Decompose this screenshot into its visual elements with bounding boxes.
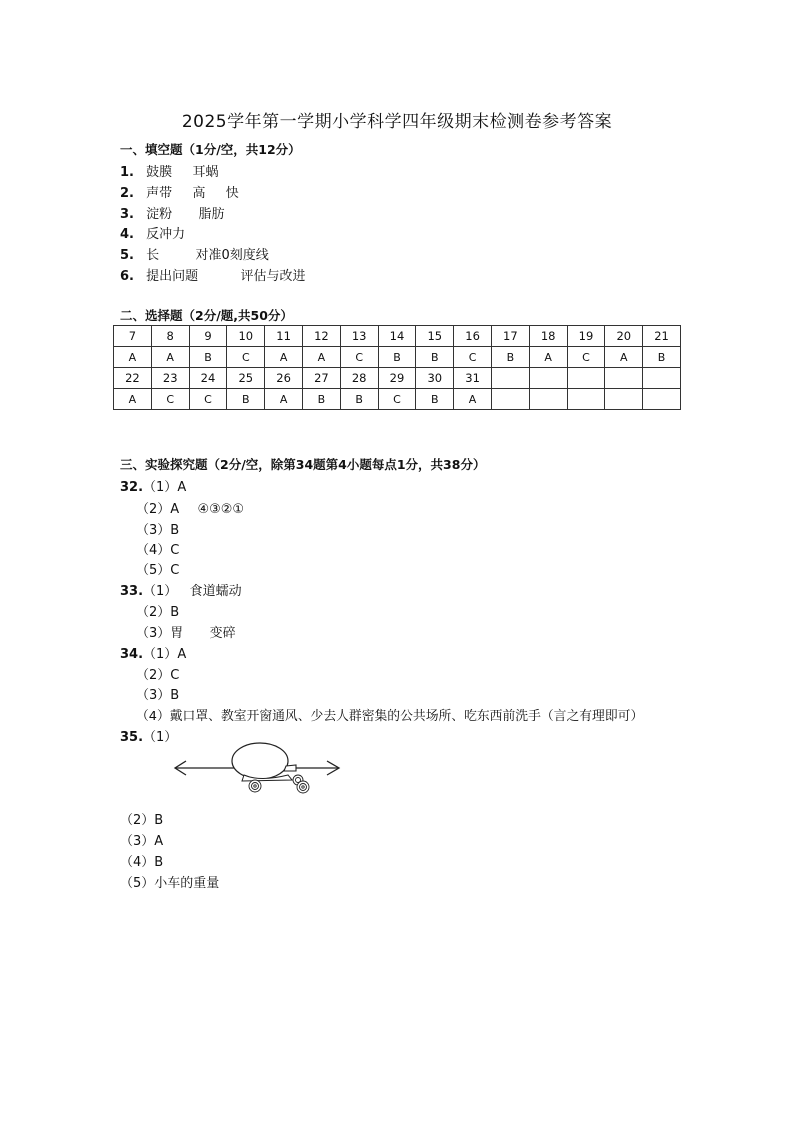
question-number-cell: 15	[416, 326, 454, 347]
part-label: （1）	[143, 480, 178, 495]
answer-cell: C	[340, 347, 378, 368]
answer-cell: A	[529, 347, 567, 368]
answer-cell: A	[302, 347, 340, 368]
answer-cell: A	[265, 389, 303, 410]
answer: A	[177, 480, 187, 495]
section3-heading: 三、实验探究题（2分/空，除第34题第4小题每点1分，共38分）	[120, 457, 486, 472]
answer: 鼓膜	[146, 165, 173, 180]
question-number-cell: 26	[265, 368, 303, 389]
answer: 提出问题	[146, 269, 199, 284]
answer-cell: B	[491, 347, 529, 368]
answer: B	[154, 813, 164, 828]
section1-heading: 一、填空题（1分/空，共12分）	[120, 142, 301, 157]
answer-cell: A	[605, 347, 643, 368]
item-number: 5.	[120, 248, 134, 263]
part-label: （5）	[136, 563, 171, 578]
answer-cell: A	[265, 347, 303, 368]
answer: 变碎	[209, 626, 236, 641]
answer-cell: C	[454, 347, 492, 368]
answer: B	[170, 605, 180, 620]
answer-cell: A	[454, 389, 492, 410]
question-number-cell: 21	[643, 326, 681, 347]
q32-part5	[136, 559, 179, 578]
answer-cell: A	[151, 347, 189, 368]
answer: 耳蜗	[192, 165, 219, 180]
answer: 对准0刻度线	[195, 248, 269, 263]
question-number-cell: 27	[302, 368, 340, 389]
fill-item-4	[120, 223, 185, 242]
item-number: 4.	[120, 227, 134, 242]
answer: 淀粉	[146, 207, 173, 222]
choice-answer-table	[113, 325, 681, 410]
item-number: 1.	[120, 165, 134, 180]
fill-item-5	[120, 244, 269, 263]
answer-cell: B	[416, 347, 454, 368]
item-number: 3.	[120, 207, 134, 222]
answer: A	[177, 647, 187, 662]
answer-cell: C	[151, 389, 189, 410]
question-number-cell	[643, 368, 681, 389]
q35-part1	[120, 726, 177, 745]
q35-part2	[120, 809, 163, 828]
balloon	[232, 743, 288, 779]
question-number-cell: 29	[378, 368, 416, 389]
answer: 快	[225, 186, 239, 201]
answer: 声带	[146, 186, 173, 201]
q34-part4	[136, 705, 643, 724]
answer: 脂肪	[198, 207, 225, 222]
answer-cell	[567, 389, 605, 410]
answer-cell	[491, 389, 529, 410]
answer: C	[170, 668, 180, 683]
answer-cell: B	[189, 347, 227, 368]
answer-cell: B	[340, 389, 378, 410]
answer: A	[170, 502, 180, 517]
question-number-cell: 14	[378, 326, 416, 347]
question-number-cell	[529, 368, 567, 389]
question-number: 35.	[120, 730, 144, 745]
q34-part2	[136, 664, 179, 683]
q34-part3	[136, 684, 179, 703]
fill-item-3	[120, 203, 224, 222]
answer-cell	[643, 389, 681, 410]
answer-cell: B	[227, 389, 265, 410]
part-label: （5）	[120, 876, 155, 891]
q34-part1	[120, 643, 186, 662]
q32-part3	[136, 519, 179, 538]
question-number: 34.	[120, 647, 144, 662]
part-label: （3）	[136, 626, 171, 641]
question-number-row	[114, 368, 681, 389]
answer: B	[154, 855, 164, 870]
answer: 高	[192, 186, 206, 201]
balloon-car-diagram	[170, 738, 350, 800]
answer-cell: A	[114, 347, 152, 368]
part-label: （2）	[136, 502, 171, 517]
fill-item-2	[120, 182, 239, 201]
answer: A	[154, 834, 164, 849]
question-number-cell: 16	[454, 326, 492, 347]
answer: 评估与改进	[240, 269, 306, 284]
question-number-cell: 20	[605, 326, 643, 347]
answer-row	[114, 389, 681, 410]
item-number: 6.	[120, 269, 134, 284]
part-label: （1）	[143, 584, 178, 599]
answer-order: ④③②①	[197, 502, 245, 517]
q35-part5	[120, 872, 219, 891]
question-number-cell: 8	[151, 326, 189, 347]
q33-part3	[136, 622, 236, 641]
fill-item-1	[120, 161, 218, 180]
question-number-cell	[567, 368, 605, 389]
part-label: （2）	[120, 813, 155, 828]
part-label: （4）	[136, 543, 171, 558]
answer-cell	[529, 389, 567, 410]
question-number-cell: 19	[567, 326, 605, 347]
question-number-cell: 23	[151, 368, 189, 389]
q32-part2	[136, 498, 244, 517]
answer: 胃	[170, 626, 184, 641]
answer: 小车的重量	[154, 876, 220, 891]
question-number-cell: 13	[340, 326, 378, 347]
answer: B	[170, 523, 180, 538]
balloon-nozzle	[284, 765, 296, 771]
answer-cell: C	[567, 347, 605, 368]
question-number: 33.	[120, 584, 144, 599]
question-number-cell	[491, 368, 529, 389]
question-number-cell: 9	[189, 326, 227, 347]
answer-row	[114, 347, 681, 368]
answer: C	[170, 563, 180, 578]
answer: 戴口罩、教室开窗通风、少去人群密集的公共场所、吃东西前洗手（言之有理即可）	[169, 709, 644, 724]
question-number-cell: 31	[454, 368, 492, 389]
question-number-cell: 28	[340, 368, 378, 389]
section2-heading: 二、选择题（2分/题,共50分）	[120, 308, 293, 323]
part-label: （1）	[143, 647, 178, 662]
part-label: （4）	[120, 855, 155, 870]
answer-cell: B	[643, 347, 681, 368]
question-number-cell: 10	[227, 326, 265, 347]
answer-cell: C	[378, 389, 416, 410]
answer-cell: A	[114, 389, 152, 410]
question-number-row	[114, 326, 681, 347]
question-number-cell: 22	[114, 368, 152, 389]
q33-part2	[136, 601, 179, 620]
answer-cell	[605, 389, 643, 410]
answer-cell: C	[227, 347, 265, 368]
q32-part4	[136, 539, 179, 558]
part-label: （3）	[120, 834, 155, 849]
answer: 长	[146, 248, 160, 263]
q32-part1	[120, 476, 186, 495]
question-number-cell: 25	[227, 368, 265, 389]
answer-cell: C	[189, 389, 227, 410]
question-number: 32.	[120, 480, 144, 495]
question-number-cell: 30	[416, 368, 454, 389]
question-number-cell	[605, 368, 643, 389]
fill-item-6	[120, 265, 305, 284]
item-number: 2.	[120, 186, 134, 201]
answer-cell: B	[378, 347, 416, 368]
question-number-cell: 7	[114, 326, 152, 347]
part-label: （2）	[136, 605, 171, 620]
part-label: （1）	[143, 730, 178, 745]
question-number-cell: 11	[265, 326, 303, 347]
question-number-cell: 24	[189, 368, 227, 389]
answer: B	[170, 688, 180, 703]
q33-part1	[120, 580, 242, 599]
answer: 反冲力	[146, 227, 186, 242]
question-number-cell: 12	[302, 326, 340, 347]
question-number-cell: 18	[529, 326, 567, 347]
answer: 食道蠕动	[189, 584, 242, 599]
part-label: （2）	[136, 668, 171, 683]
answer-cell: B	[416, 389, 454, 410]
part-label: （3）	[136, 523, 171, 538]
q35-part3	[120, 830, 163, 849]
answer-cell: B	[302, 389, 340, 410]
part-label: （3）	[136, 688, 171, 703]
page-title: 2025学年第一学期小学科学四年级期末检测卷参考答案	[181, 112, 613, 132]
q35-part4	[120, 851, 163, 870]
part-label: （4）	[136, 709, 170, 724]
answer: C	[170, 543, 180, 558]
question-number-cell: 17	[491, 326, 529, 347]
